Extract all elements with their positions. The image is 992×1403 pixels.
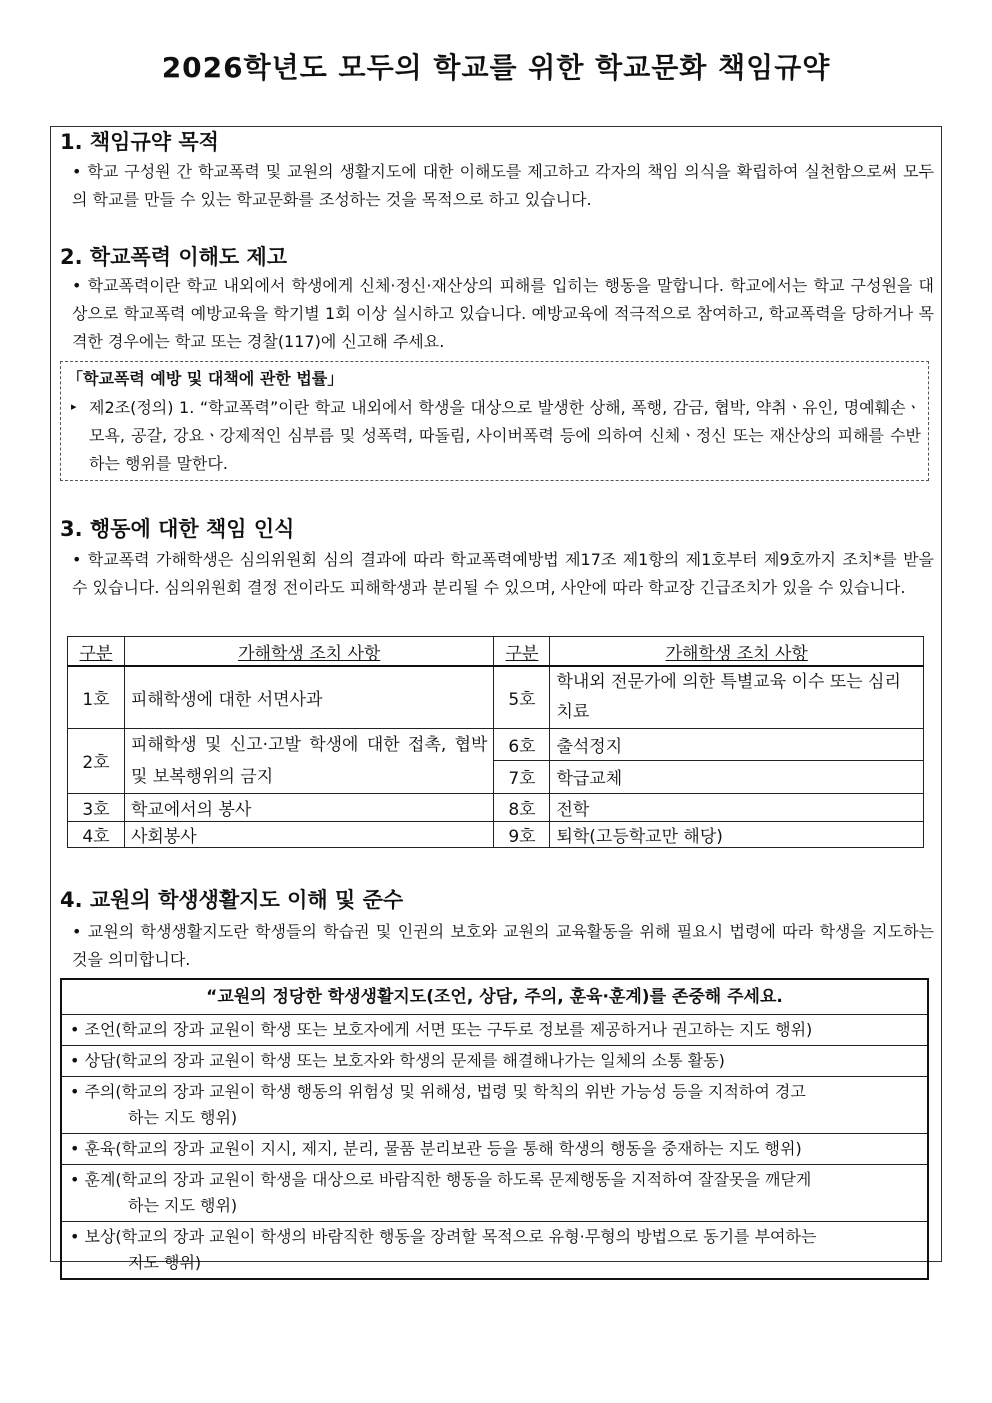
measure-number: 5호 [494,666,550,728]
table-row [68,793,924,821]
guidance-item-continuation: 지도 행위) [128,1253,202,1272]
measure-text: 학교에서의 봉사 [124,793,494,821]
measure-number: 8호 [494,793,550,821]
section2-body: • 학교폭력이란 학교 내외에서 학생에게 신체·정신·재산상의 피해를 입히는 행동을 말합니다. 학교에서는 학교 구성원을 대상으로 학교폭력 예방교육을 학기별 1회 이상 실시하고 있습니다. 예방교육에 적극적으로 참여하고, 학교폭력을 당하거나 목격한 경우에는 학교 또는 경찰(117)에 신고해 주세요. [72,276,934,351]
measure-number: 9호 [494,821,550,847]
table-header-row [68,637,924,667]
table-header: 가해학생 조치 사항 [124,637,494,667]
guidance-box [60,978,929,1280]
guidance-item [62,1015,927,1046]
measures-table [67,636,924,848]
measure-text: 출석정지 [550,728,924,761]
guidance-item-text: • 주의(학교의 장과 교원이 학생 행동의 위험성 및 위해성, 법령 및 학칙의 위반 가능성 등을 지적하여 경고 [70,1082,806,1101]
measure-text: 퇴학(고등학교만 해당) [550,821,924,847]
table-header: 구분 [494,637,550,667]
triangle-bullet-icon: ▸ [71,400,77,413]
guidance-item-text: • 상담(학교의 장과 교원이 학생 또는 보호자와 학생의 문제를 해결해나가는 일체의 소통 활동) [70,1051,725,1070]
section3-heading: 3. 행동에 대한 책임 인식 [60,517,295,541]
section1-body: • 학교 구성원 간 학교폭력 및 교원의 생활지도에 대한 이해도를 제고하고 각자의 책임 의식을 확립하여 실천함으로써 모두의 학교를 만들 수 있는 학교문화를 조성하는 것을 목적으로 하고 있습니다. [72,162,934,209]
guidance-item-continuation: 하는 지도 행위) [128,1196,238,1215]
section1-heading: 1. 책임규약 목적 [60,130,219,154]
section2-heading: 2. 학교폭력 이해도 제고 [60,245,288,269]
measure-number: 7호 [494,761,550,794]
guidance-box-title: “교원의 정당한 학생생활지도(조언, 상담, 주의, 훈육·훈계)를 존중해 주세요. [62,980,927,1015]
table-header: 구분 [68,637,125,667]
law-excerpt-box [60,361,929,481]
measure-text: 사회봉사 [124,821,494,847]
measure-text: 피해학생 및 신고·고발 학생에 대한 접촉, 협박 및 보복행위의 금지 [124,728,494,793]
section4-heading: 4. 교원의 학생생활지도 이해 및 준수 [60,888,404,912]
section4-body: • 교원의 학생생활지도란 학생들의 학습권 및 인권의 보호와 교원의 교육활동을 위해 필요시 법령에 따라 학생을 지도하는 것을 의미합니다. [72,922,934,969]
measure-text: 학내외 전문가에 의한 특별교육 이수 또는 심리치료 [550,666,924,728]
measure-number: 6호 [494,728,550,761]
measure-number: 4호 [68,821,125,847]
guidance-item [62,1134,927,1165]
guidance-item-text: • 훈육(학교의 장과 교원이 지시, 제지, 분리, 물품 분리보관 등을 통해 학생의 행동을 중재하는 지도 행위) [70,1139,802,1158]
guidance-item [62,1165,927,1222]
section3-body: • 학교폭력 가해학생은 심의위원회 심의 결과에 따라 학교폭력예방법 제17조 제1항의 제1호부터 제9호까지 조치*를 받을 수 있습니다. 심의위원회 결정 전이라도 피해학생과 분리될 수 있으며, 사안에 따라 학교장 긴급조치가 있을 수 있습니다. [72,550,934,597]
table-row [68,821,924,847]
table-row [68,728,924,761]
guidance-item [62,1222,927,1278]
table-row [68,666,924,728]
measure-number: 3호 [68,793,125,821]
page-title: 2026학년도 모두의 학교를 위한 학교문화 책임규약 [161,51,831,84]
law-text: 제2조(정의) 1. “학교폭력”이란 학교 내외에서 학생을 대상으로 발생한 상해, 폭행, 감금, 협박, 약취ㆍ유인, 명예훼손ㆍ모욕, 공갈, 강요ㆍ강제적인 심부름 및 성폭력, 따돌림, 사이버폭력 등에 의하여 신체ㆍ정신 또는 재산상의 피해를 수반하는 행위를 말한다. [89,398,921,473]
table-header: 가해학생 조치 사항 [550,637,924,667]
guidance-item-text: • 보상(학교의 장과 교원이 학생의 바람직한 행동을 장려할 목적으로 유형·무형의 방법으로 동기를 부여하는 [70,1227,817,1246]
measure-text: 전학 [550,793,924,821]
guidance-item [62,1046,927,1077]
measure-text: 피해학생에 대한 서면사과 [124,666,494,728]
guidance-item [62,1077,927,1134]
guidance-item-text: • 훈계(학교의 장과 교원이 학생을 대상으로 바람직한 행동을 하도록 문제행동을 지적하여 잘잘못을 깨닫게 [70,1170,812,1189]
guidance-item-continuation: 하는 지도 행위) [128,1108,238,1127]
measure-number: 1호 [68,666,125,728]
measure-number: 2호 [68,728,125,793]
guidance-item-text: • 조언(학교의 장과 교원이 학생 또는 보호자에게 서면 또는 구두로 정보를 제공하거나 권고하는 지도 행위) [70,1020,813,1039]
law-title: 「학교폭력 예방 및 대책에 관한 법률」 [67,369,344,388]
measure-text: 학급교체 [550,761,924,794]
